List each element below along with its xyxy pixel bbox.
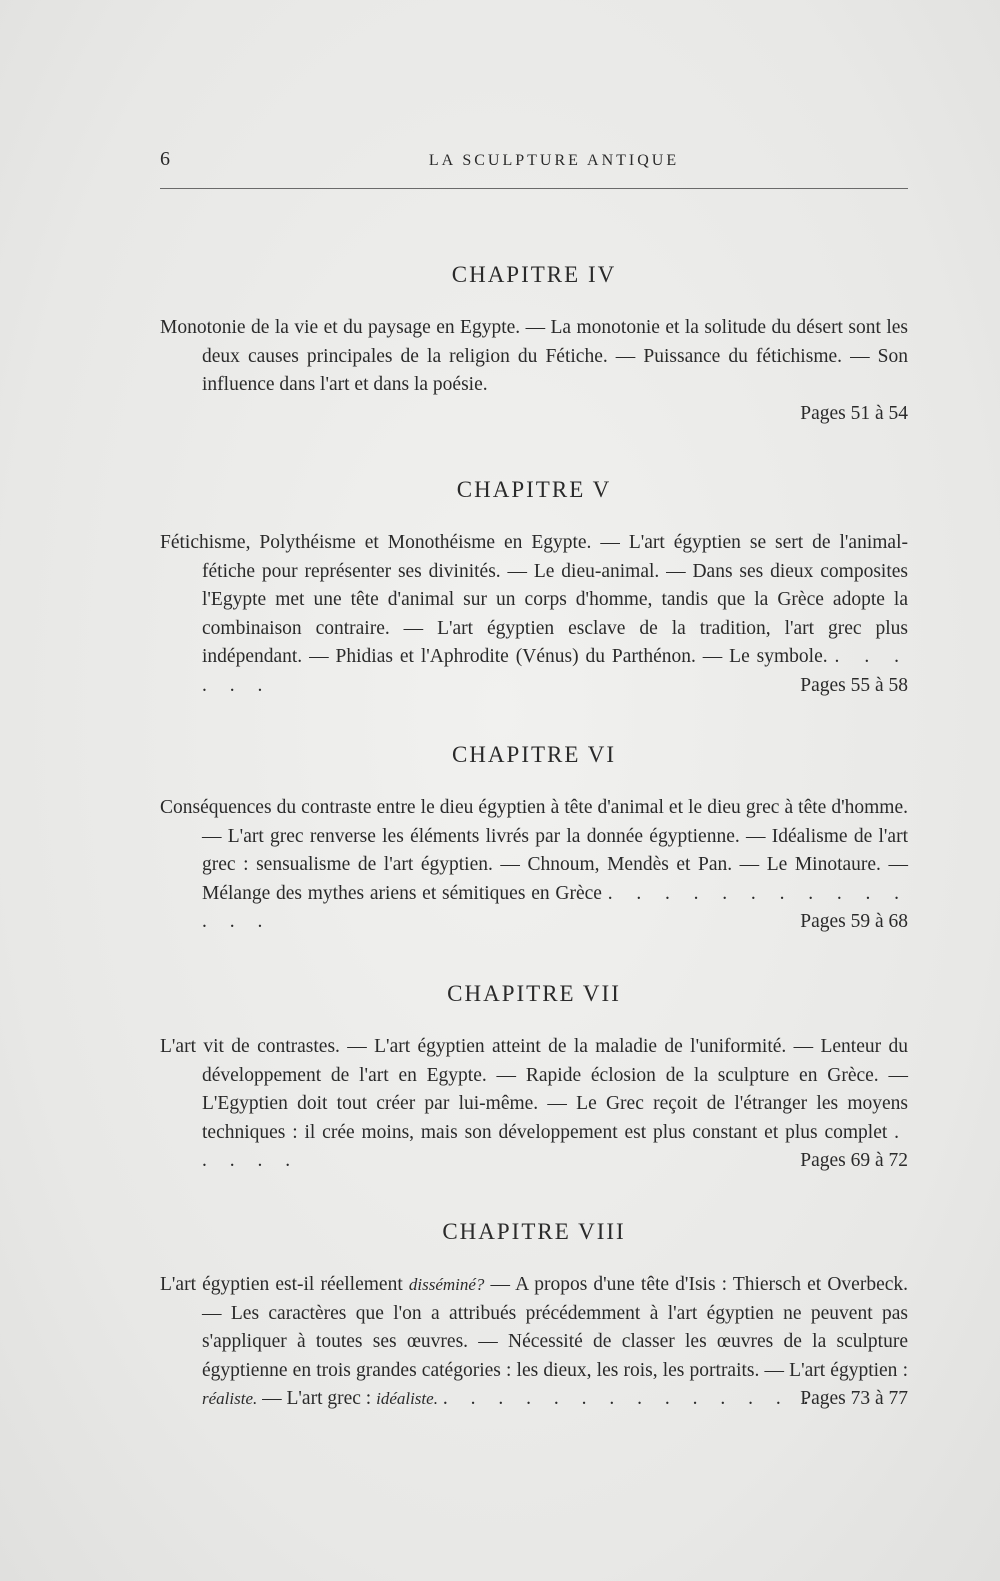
chapter-title: CHAPITRE VI — [451, 742, 617, 767]
summary-text: Conséquences du contraste entre le dieu égyptien à tête d'animal et le dieu grec à tête d'homme. — L'art grec renverse les éléments livrés par la donnée égyptienne. — Idéalisme de l'art grec : sensualisme de l'art égyptien. — Chnoum, Mendès et Pan. — Le Minotaure. — Mélange des mythes ariens et sémitiques en Grèce — [160, 797, 908, 904]
chapter-block — [160, 981, 908, 1176]
chapter-block — [160, 262, 908, 428]
page-range: Pages 69 à 72 — [800, 1150, 908, 1171]
dot-leader: . . . . . . . . . . . . . . — [442, 1388, 818, 1409]
chapter-summary: Monotonie de la vie et du paysage en Egypte. — La monotonie et la solitude du désert sont les deux causes principales de la religion du Fétiche. — Puissance du fétichisme. — Son influence dans l'art et dans la poésie. — [160, 317, 908, 395]
chapter-title: CHAPITRE IV — [451, 262, 617, 287]
page-range: Pages 73 à 77 — [800, 1388, 908, 1409]
summary-text: Fétichisme, Polythéisme et Monothéisme en Egypte. — L'art égyptien se sert de l'animal-fétiche pour représenter ses divinités. — Le dieu-animal. — Dans ses dieux composites l'Egypte met une tête d'animal sur un corps d'homme, tandis que la Grèce adopte la combinaison contraire. — L'art égyptien esclave de la tradition, l'art grec plus indépendant. — Phidias et l'Aphrodite (Vénus) du Parthénon. — Le symbole. — [160, 532, 908, 667]
dot-leader: . . . . . — [202, 1121, 908, 1171]
summary-text: — L'art grec : — [262, 1388, 372, 1409]
chapter-summary — [160, 529, 908, 700]
page-range: Pages 51 à 54 — [800, 402, 908, 424]
chapter-block — [160, 742, 908, 937]
chapter-summary — [160, 1033, 908, 1176]
chapter-block — [160, 477, 908, 700]
page-number: 6 — [160, 148, 170, 170]
dot-leader: . . . . . . — [202, 646, 909, 696]
summary-text: L'art vit de contrastes. — L'art égyptien atteint de la maladie de l'uniformité. — Lenteur du développement de l'art en Egypte. — Rapide éclosion de la sculpture en Grèce. — L'Egyptien doit tout créer par lui-même. — Le Grec reçoit de l'étranger les moyens techniques : il crée moins, mais son développement est plus constant et plus complet — [160, 1036, 908, 1143]
chapter-summary — [160, 1271, 908, 1414]
page-range: Pages 59 à 68 — [800, 911, 908, 932]
summary-text: L'art égyptien est-il réellement — [160, 1274, 403, 1295]
chapter-title: CHAPITRE VII — [447, 981, 621, 1006]
chapter-title: CHAPITRE VIII — [442, 1219, 626, 1244]
summary-text: — A propos d'une tête d'Isis : Thiersch et Overbeck. — Les caractères que l'on a attribués précédemment à l'art égyptien ne peuvent pas s'appliquer à toutes ses œuvres. — Nécessité de classer les œuvres de la sculpture égyptienne en trois grandes catégories : les dieux, les rois, les portraits. — L'art égyptien : — [202, 1274, 909, 1381]
chapter-block — [160, 1219, 908, 1414]
chapter-title: CHAPITRE V — [456, 477, 612, 502]
chapter-summary — [160, 794, 908, 937]
running-header — [160, 148, 908, 189]
italic-term: disséminé? — [408, 1275, 485, 1294]
page-range: Pages 55 à 58 — [800, 674, 908, 696]
italic-term: idéaliste. — [376, 1389, 438, 1408]
running-title: LA SCULPTURE ANTIQUE — [428, 152, 680, 169]
italic-term: réaliste. — [202, 1389, 258, 1408]
dot-leader: . . . . . . . . . . . . . . — [202, 882, 909, 932]
